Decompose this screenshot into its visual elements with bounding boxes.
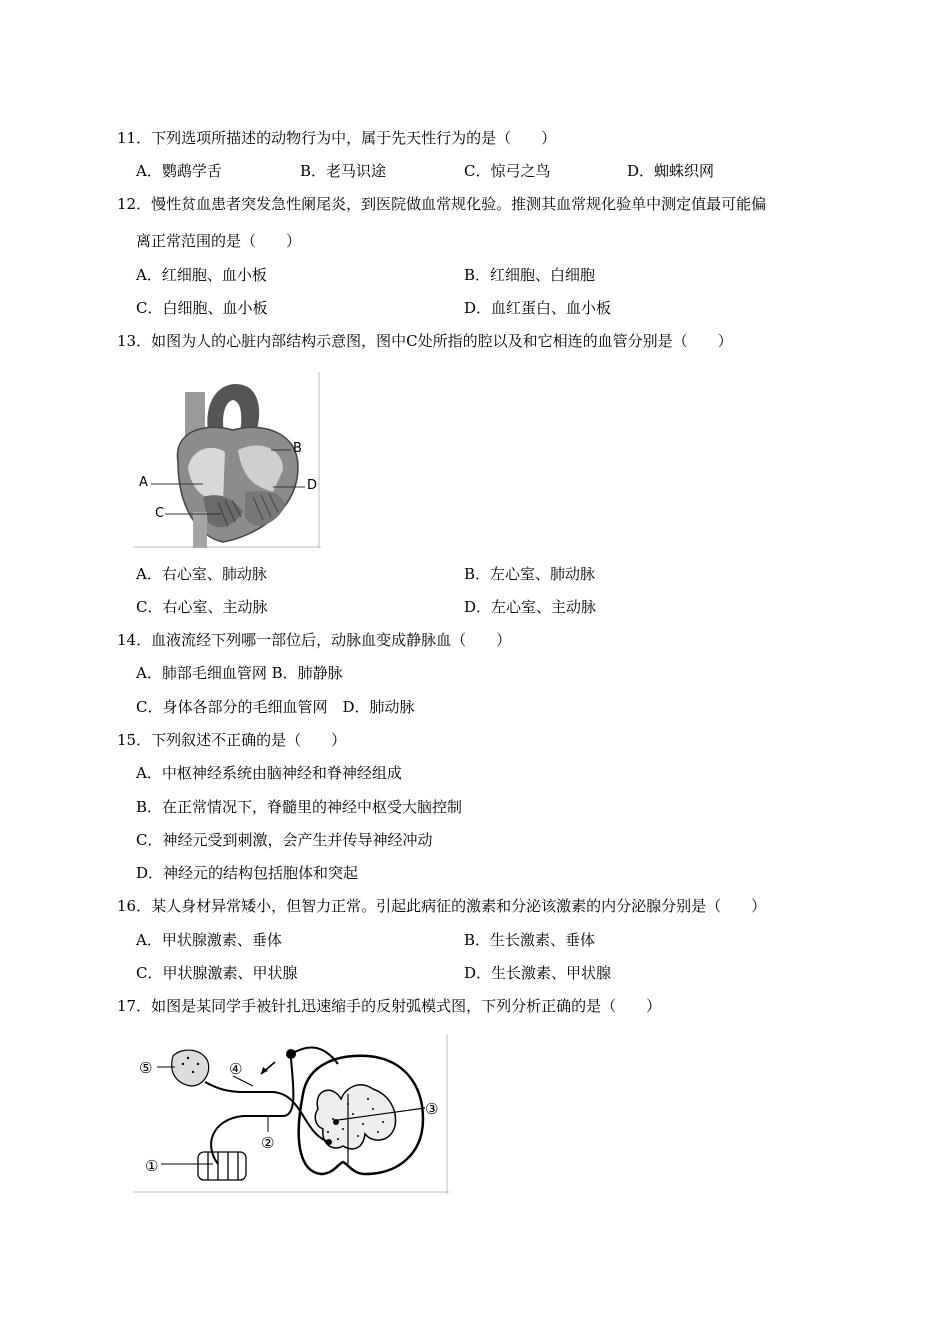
reflex-label-3: ③ [425,1100,439,1118]
q12-option-a: A．红细胞、血小板 [136,266,267,284]
reflex-label-1: ① [145,1157,159,1175]
heart-diagram [133,372,321,548]
heart-diagram-svg [133,372,321,548]
q16-option-a: A．甲状腺激素、垂体 [136,931,282,949]
heart-label-a: A [139,475,148,490]
heart-label-d: D [307,478,318,493]
q11-option-d: D．蜘蛛织网 [627,162,715,180]
inferior-vena-cava-shape [193,512,207,548]
q14-options-cd: C．身体各部分的毛细血管网 D．肺动脉 [136,698,415,716]
q12-option-c: C．白细胞、血小板 [136,299,268,317]
q14-stem: 14．血液流经下列哪一部位后，动脉血变成静脉血（ ） [117,631,512,649]
heart-label-b: B [293,441,302,456]
q13-stem: 13．如图为人的心脏内部结构示意图，图中C处所指的腔以及和它相连的血管分别是（ ） [117,332,733,350]
q15-option-b: B．在正常情况下，脊髓里的神经中枢受大脑控制 [136,798,463,816]
q13-option-d: D．左心室、主动脉 [464,598,597,616]
q16-stem: 16．某人身材异常矮小，但智力正常。引起此病征的激素和分泌该激素的内分泌腺分别是（ ） [117,897,767,915]
q16-option-b: B．生长激素、垂体 [464,931,596,949]
q15-option-d: D．神经元的结构包括胞体和突起 [136,864,359,882]
grey-matter [315,1085,395,1149]
reflex-arc-svg [133,1034,449,1194]
q11-option-a: A．鹦鹉学舌 [136,162,222,180]
q15-option-c: C．神经元受到刺激，会产生并传导神经冲动 [136,831,433,849]
q11-option-b: B．老马识途 [300,162,387,180]
q13-option-a: A．右心室、肺动脉 [136,565,267,583]
q12-option-b: B．红细胞、白细胞 [464,266,596,284]
q14-options-ab: A．肺部毛细血管网 B．肺静脉 [136,664,343,682]
q15-option-a: A．中枢神经系统由脑神经和脊神经组成 [136,764,402,782]
heart-label-c: C [155,506,165,521]
q12-stem-line1: 12．慢性贫血患者突发急性阑尾炎，到医院做血常规化验。推测其血常规化验单中测定值最可能偏 [117,195,767,213]
q11-stem: 11．下列选项所描述的动物行为中，属于先天性行为的是（ ） [117,129,557,147]
effector-shape [172,1050,209,1086]
q11-option-c: C．惊弓之鸟 [464,162,551,180]
reflex-label-4: ④ [229,1060,243,1078]
q16-option-d: D．生长激素、甲状腺 [464,964,612,982]
q15-stem: 15．下列叙述不正确的是（ ） [117,731,347,749]
left-ventricle-shape [245,491,285,526]
receptor-shape [198,1152,246,1180]
q12-option-d: D．血红蛋白、血小板 [464,299,612,317]
q12-stem-line2: 离正常范围的是（ ） [136,232,302,250]
reflex-label-5: ⑤ [139,1059,153,1077]
q13-option-b: B．左心室、肺动脉 [464,565,596,583]
q13-option-c: C．右心室、主动脉 [136,598,268,616]
q16-option-c: C．甲状腺激素、甲状腺 [136,964,298,982]
reflex-label-2: ② [261,1134,275,1152]
q17-stem: 17．如图是某同学手被针扎迅速缩手的反射弧模式图，下列分析正确的是（ ） [117,997,662,1015]
reflex-arc-diagram [133,1034,449,1194]
